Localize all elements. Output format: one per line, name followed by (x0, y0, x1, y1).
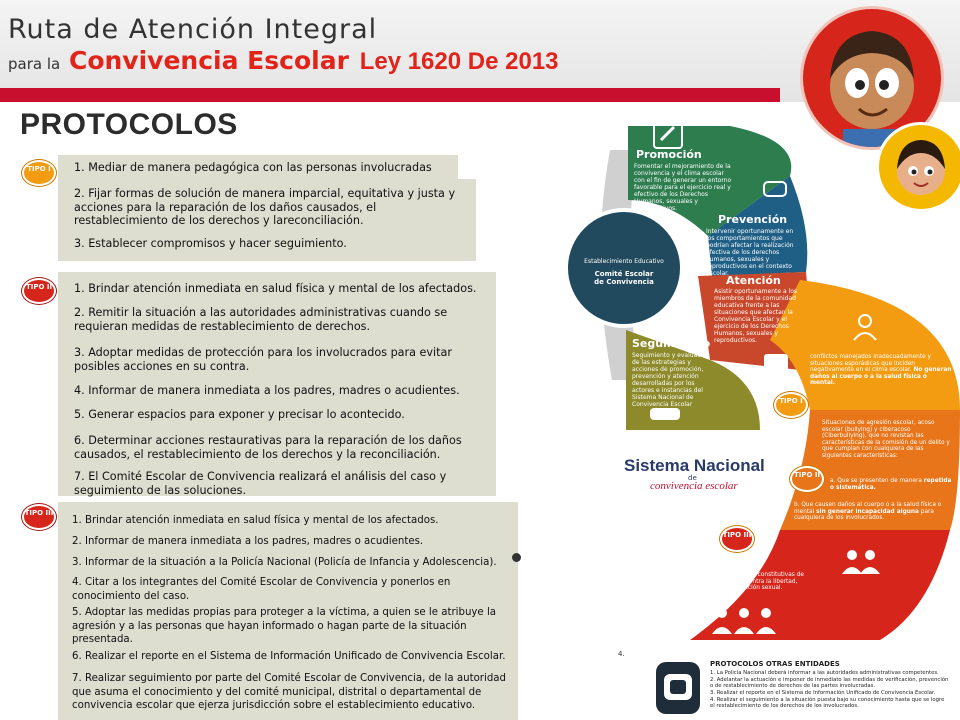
sistema-nacional-subtitle: convivencia escolar (650, 480, 738, 492)
diagram-tipo1-desc: conflictos manejados inadecuadamente y situaciones esporádicas que inciden negativamente en el clima escolar. (810, 354, 931, 374)
tipo1-item-3: 3. Establecer compromisos y hacer seguimiento. (74, 237, 347, 250)
meeting-icon (762, 352, 790, 378)
tipo3-item-7: 7. Realizar seguimiento por parte del Comité Escolar de Convivencia, de la autoridad que asuma el conocimiento y del comité municipal, distrital o departamental de convivencia escolar que ejerza jurisdicción sobre el establecimiento educativo. (72, 673, 506, 711)
handshake-icon (648, 400, 682, 426)
police-icon (654, 660, 702, 716)
diagram-tipo2-b-bold: sin generar incapacidad alguna (816, 508, 919, 515)
tipo1-item-1: 1. Mediar de manera pedagógica con las personas involucradas (74, 161, 432, 174)
otras-item-3: 3. Realizar el reporte en el Sistema de Información Unificado de Convivencia Escolar. (710, 690, 936, 696)
diagram-tipo2-a-bold: repetida o sistemática. (830, 478, 952, 491)
tipo2-item-7: 7. El Comité Escolar de Convivencia realizará el análisis del caso y seguimiento de las soluciones. (74, 470, 447, 497)
otras-item-1: 1. La Policía Nacional deberá informar a las autoridades administrativas competentes. (710, 670, 939, 676)
tipo2-item-1: 1. Brindar atención inmediata en salud física y mental de los afectados. (74, 282, 477, 295)
tipo1-badge: TIPO I (22, 160, 56, 186)
otras-entidades (612, 648, 960, 720)
tipo2-item-5: 5. Generar espacios para exponer y precisar lo acontecido. (74, 408, 405, 421)
tipo3-item-4: 4. Citar a los integrantes del Comité Escolar de Convivencia y ponerlos en conocimiento del caso. (72, 577, 451, 602)
diagram-tipo3-text: Situaciones que sean constitutivas de presuntos delitos contra la libertad, integridad y formación sexual. (694, 572, 804, 592)
tipo3-item-3: 3. Informar de la situación a la Policía Nacional (Policía de Infancia y Adolescencia). (72, 557, 497, 568)
center-small-text: Establecimiento Educativo (584, 258, 664, 265)
crowd-icon (710, 604, 780, 636)
header-main: Convivencia Escolar (68, 46, 349, 75)
diagram-tipo1-text (810, 354, 952, 387)
prevencion-text: Intervenir oportunamente en los comportamientos que podrían afectar la realización efectiva de los derechos humanos, sexuales y reproductivos en el contexto escolar. (706, 228, 794, 277)
diagram-tipo2-b (794, 502, 950, 522)
diagram-tipo2-a-text: a. Que se presenten de manera (830, 478, 922, 484)
tipo3-item-2: 2. Informar de manera inmediata a los padres, madres o acudientes. (72, 536, 424, 547)
tipo3-item-1: 1. Brindar atención inmediata en salud física y mental de los afectados. (72, 515, 439, 526)
tipo2-item-4: 4. Informar de manera inmediata a los padres, madres o acudientes. (74, 384, 460, 397)
header-prefix: para la (8, 55, 61, 73)
group-icon (840, 546, 884, 576)
tipo2-item-2: 2. Remitir la situación a las autoridades administrativas cuando se requieran medidas de restablecimiento de derechos. (74, 306, 448, 333)
diagram-tipo2-b-text: b. Que causen daños al cuerpo o a la salud física o mental (794, 502, 942, 515)
otras-title: PROTOCOLOS OTRAS ENTIDADES (710, 660, 840, 668)
tipo2-badge: TIPO II (22, 278, 56, 304)
tipo3-item-5: 5. Adoptar las medidas propias para proteger a la víctima, a quien se le atribuye la agresión y a las personas que hayan informado o hagan parte de la situación presentada. (72, 607, 497, 645)
tipo3-item-6: 6. Realizar el reporte en el Sistema de Información Unificado de Convivencia Escolar. (72, 651, 506, 662)
seguimiento-title: Seguimiento (632, 337, 711, 350)
diagram-tipo1-bold: No generan daños al cuerpo o a la salud física o mental. (810, 367, 952, 387)
diagram-tipo1-badge: TIPO I (774, 392, 808, 418)
sistema-nacional-de: de (688, 474, 697, 482)
header-law: Ley 1620 De 2013 (359, 48, 559, 75)
atencion-title: Atención (726, 274, 781, 287)
tipo3-badge: TIPO III (22, 504, 56, 530)
diagram-tipo2-a (830, 478, 954, 491)
protocols-title: PROTOCOLOS (20, 108, 238, 141)
sistema-nacional-title: Sistema Nacional (624, 456, 765, 475)
otras-page-mark: 4. (618, 650, 625, 658)
promocion-title: Promoción (636, 148, 702, 161)
tipo1-item-2: 2. Fijar formas de solución de manera imparcial, equitativa y justa y acciones para la reparación de los daños causados, el restablecimiento de los derechos y lareconciliación. (74, 187, 456, 227)
tipo2-item-3: 3. Adoptar medidas de protección para los involucrados para evitar posibles acciones en su contra. (74, 346, 453, 373)
diagram-tipo2-badge: TIPO II (790, 466, 824, 492)
seguimiento-text: Seguimiento y evaluación de las estrategias y acciones de promoción, prevención y atención desarrolladas por los actores e instancias del Sistema Nacional de Convivencia Escolar (632, 352, 710, 408)
edit-icon (652, 118, 684, 150)
atencion-text: Asistir oportunamente a los miembros de la comunidad educativa frente a las situaciones que afectan la Convivencia Escolar y el ejercicio de los Derechos Humanos, sexuales y reproductivos. (714, 288, 798, 344)
center-circle (566, 210, 682, 326)
otras-item-2: 2. Adelantar la actuación e imponer de inmediato las medidas de verificación, prevención o de restablecimiento de derechos de las partes involucradas. (710, 677, 949, 689)
center-title: Comité Escolar de Convivencia (594, 270, 654, 286)
diagram-tipo3-badge: TIPO III (720, 526, 754, 552)
header-title-line1: Ruta de Atención Integral (8, 14, 378, 45)
diagram-tipo2-text: Situaciones de agresión escolar, acoso escolar (bullying) y ciberacoso (Ciberbullying), que no revistan las características de la comisión de un delito y que cumplan con cualquiera de las siguientes características: (822, 420, 950, 459)
prevencion-title: Prevención (718, 213, 788, 226)
people-icon (850, 312, 880, 342)
promocion-text: Fomentar el mejoramiento de la convivencia y el clima escolar con el fin de generar un entorno favorable para el ejercicio real y efectivo de los Derechos Humanos, sexuales y reproductivos. (634, 163, 732, 212)
otras-item-4: 4. Realizar el seguimiento a la situación puesta bajo su conocimiento hasta que se logre el restablecimiento de los derechos de los involucrados. (710, 697, 945, 709)
tipo2-item-6: 6. Determinar acciones restaurativas para la reparación de los daños causados, el restablecimiento de los derechos y la reconciliación. (74, 434, 462, 461)
diagram-tipo2-b-end: para cualquiera de los involucrados. (794, 508, 934, 522)
chat-icon (762, 180, 788, 202)
